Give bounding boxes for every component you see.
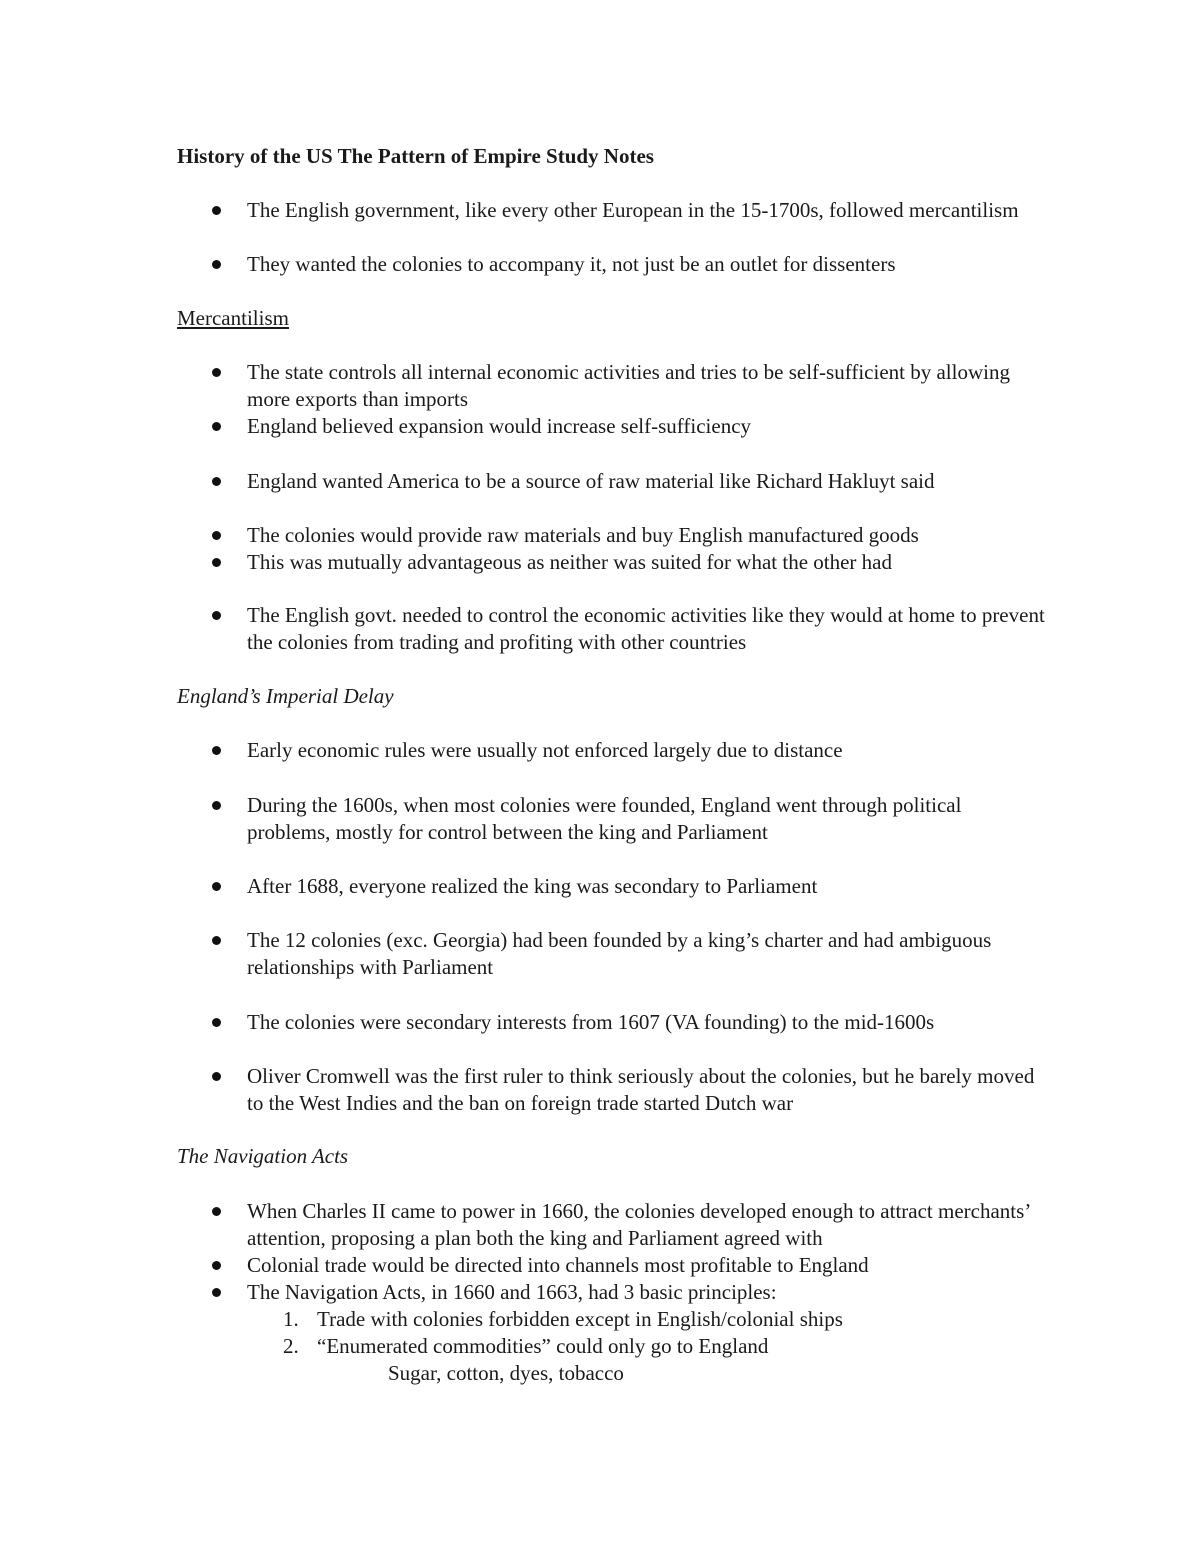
intro-item: The English government, like every other European in the 15-1700s, followed mercantilism [247, 198, 1019, 222]
bullet-icon [212, 206, 221, 215]
list-item: The colonies would provide raw materials and buy English manufactured goods [247, 523, 919, 547]
list-item: The state controls all internal economic activities and tries to be self-sufficient by allowing more exports than imports [247, 360, 1010, 411]
numbered-item: Trade with colonies forbidden except in English/colonial ships [317, 1307, 843, 1331]
list-item: England wanted America to be a source of raw material like Richard Hakluyt said [247, 469, 935, 493]
bullet-icon [212, 1288, 221, 1297]
bullet-icon [212, 1018, 221, 1027]
list-item: The English govt. needed to control the economic activities like they would at home to prevent the colonies from trading and profiting with other countries [247, 603, 1045, 654]
page-title: History of the US The Pattern of Empire Study Notes [177, 144, 654, 168]
bullet-icon [212, 746, 221, 755]
bullet-icon [212, 1261, 221, 1270]
bullet-icon [212, 882, 221, 891]
list-number: 1. [283, 1307, 299, 1331]
intro-item: They wanted the colonies to accompany it, not just be an outlet for dissenters [247, 252, 896, 276]
commodities-list: Sugar, cotton, dyes, tobacco [388, 1361, 624, 1385]
list-item: Early economic rules were usually not enforced largely due to distance [247, 738, 843, 762]
bullet-icon [212, 1072, 221, 1081]
bullet-icon [212, 936, 221, 945]
list-item: The Navigation Acts, in 1660 and 1663, had 3 basic principles: [247, 1280, 777, 1304]
list-item: During the 1600s, when most colonies were founded, England went through political problems, mostly for control between the king and Parliament [247, 793, 962, 844]
section-heading-navigation-acts: The Navigation Acts [177, 1144, 349, 1168]
list-item: Oliver Cromwell was the first ruler to think seriously about the colonies, but he barely moved to the West Indies and the ban on foreign trade started Dutch war [247, 1064, 1035, 1115]
bullet-icon [212, 422, 221, 431]
list-item: After 1688, everyone realized the king was secondary to Parliament [247, 874, 818, 898]
list-item: Colonial trade would be directed into channels most profitable to England [247, 1253, 869, 1277]
list-item: The 12 colonies (exc. Georgia) had been founded by a king’s charter and had ambiguous relationships with Parliament [247, 928, 992, 979]
bullet-icon [212, 611, 221, 620]
list-item: This was mutually advantageous as neither was suited for what the other had [247, 550, 892, 574]
list-item: The colonies were secondary interests from 1607 (VA founding) to the mid-1600s [247, 1010, 935, 1034]
bullet-icon [212, 368, 221, 377]
bullet-icon [212, 801, 221, 810]
numbered-item: “Enumerated commodities” could only go to England [317, 1334, 769, 1358]
list-item: When Charles II came to power in 1660, the colonies developed enough to attract merchants’ attention, proposing a plan both the king and Parliament agreed with [247, 1199, 1030, 1250]
bullet-icon [212, 531, 221, 540]
list-item: England believed expansion would increase self-sufficiency [247, 414, 752, 438]
section-heading-mercantilism: Mercantilism [177, 306, 289, 330]
bullet-icon [212, 558, 221, 567]
section-heading-imperial-delay: England’s Imperial Delay [177, 684, 394, 708]
bullet-icon [212, 260, 221, 269]
bullet-icon [212, 1207, 221, 1216]
bullet-icon [212, 477, 221, 486]
list-number: 2. [283, 1334, 299, 1358]
